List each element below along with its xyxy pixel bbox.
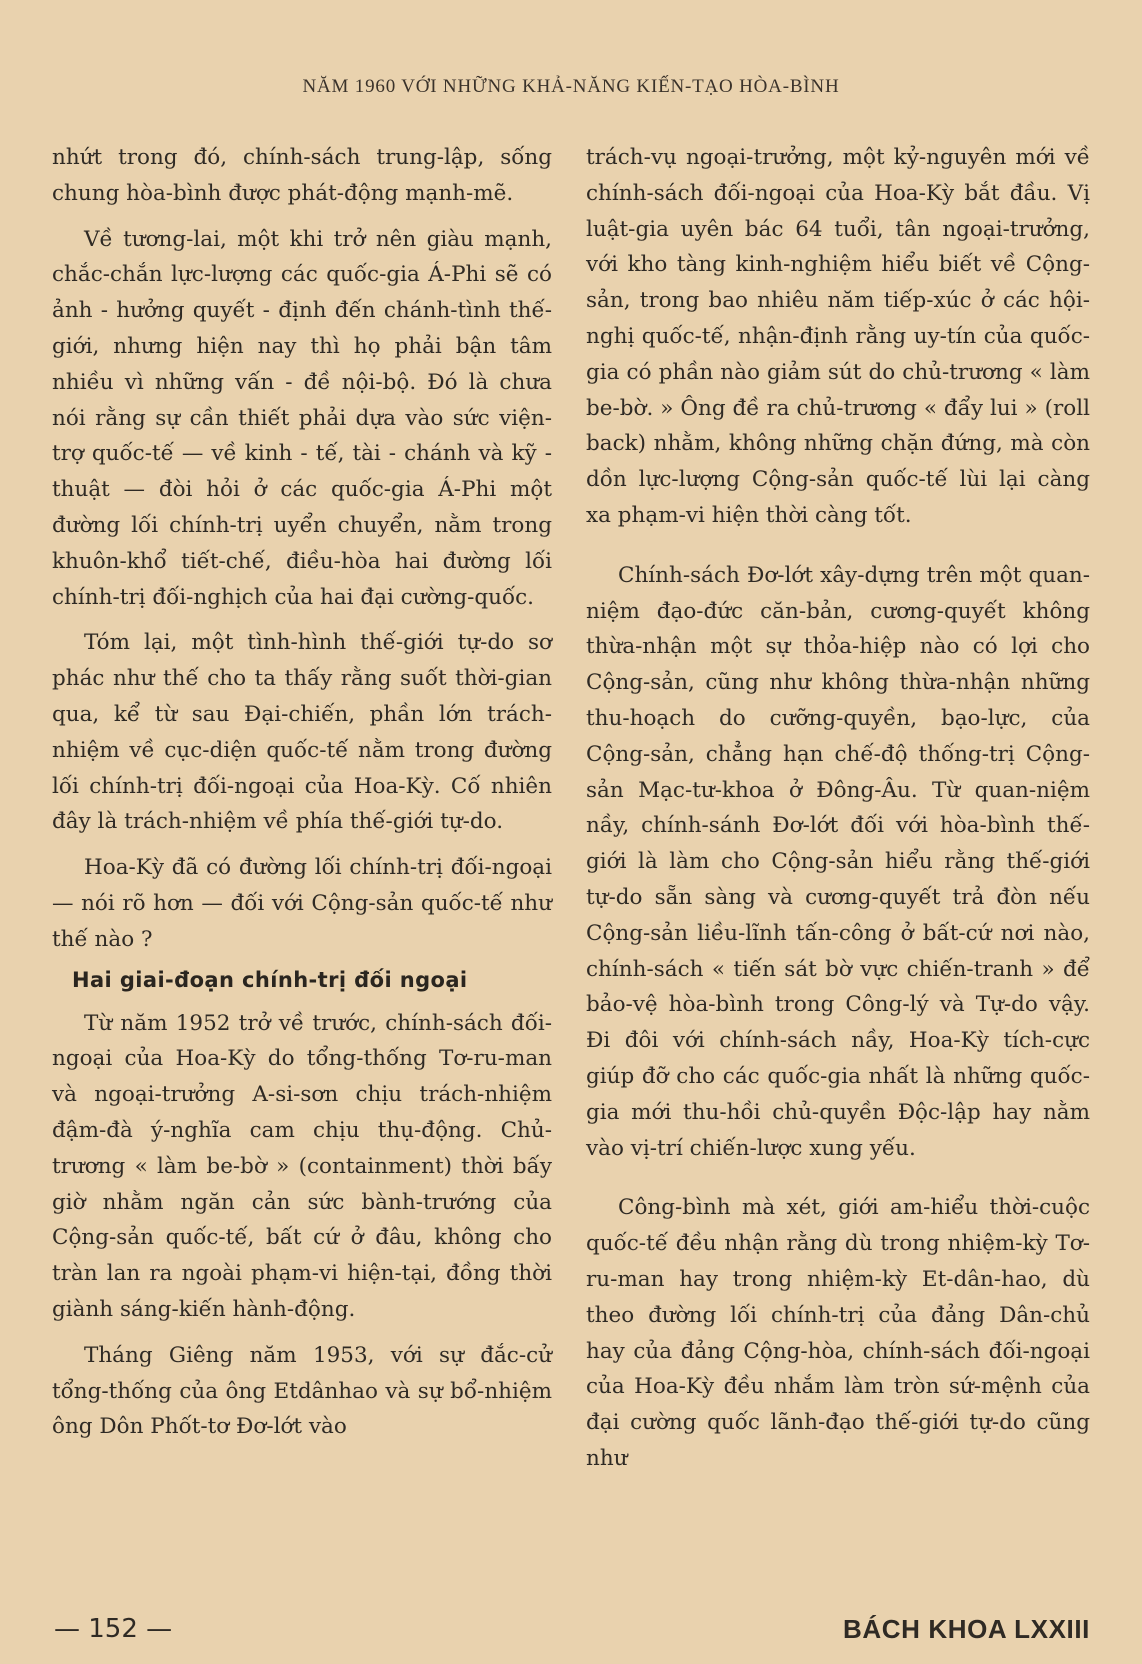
paragraph: Về tương-lai, một khi trở nên giàu mạnh, chắc-chắn lực-lượng các quốc-gia Á-Phi sẽ có ảnh - hưởng quyết - định đến chánh-tình thế-giới, nhưng hiện nay thì họ phải bận tâm nhiều vì những vấn - đề nội-bộ. Đó là chưa nói rằng sự cần thiết phải dựa vào sức viện-trợ quốc-tế — về kinh - tế, tài - chánh và kỹ - thuật — đòi hỏi ở các quốc-gia Á-Phi một đường lối chính-trị uyển chuyển, nằm trong khuôn-khổ tiết-chế, điều-hòa hai đường lối chính-trị đối-nghịch của hai đại cường-quốc. — [52, 226, 552, 610]
page-number: — 152 — — [54, 1614, 173, 1644]
magazine-title: BÁCH KHOA LXXIII — [843, 1614, 1090, 1644]
left-column — [52, 140, 552, 1445]
running-head: NĂM 1960 VỚI NHỮNG KHẢ-NĂNG KIẾN-TẠO HÒA-BÌNH — [302, 76, 840, 97]
paragraph: nhứt trong đó, chính-sách trung-lập, sống chung hòa-bình được phát-động mạnh-mẽ. — [52, 145, 552, 206]
paragraph: trách-vụ ngoại-trưởng, một kỷ-nguyên mới về chính-sách đối-ngoại của Hoa-Kỳ bắt đầu. Vị luật-gia uyên bác 64 tuổi, tân ngoại-trưởng, với kho tàng kinh-nghiệm hiểu biết về Cộng-sản, trong bao nhiêu năm tiếp-xúc ở các hội-nghị quốc-tế, nhận-định rằng uy-tín của quốc-gia có phần nào giảm sút do chủ-trương « làm be-bờ. » Ông đề ra chủ-trương « đẩy lui » (roll back) nhằm, không những chặn đứng, mà còn dồn lực-lượng Cộng-sản quốc-tế lùi lại càng xa phạm-vi hiện thời càng tốt. — [586, 145, 1090, 528]
paragraph: Công-bình mà xét, giới am-hiểu thời-cuộc quốc-tế đều nhận rằng dù trong nhiệm-kỳ Tơ-ru-man hay trong nhiệm-kỳ Et-dân-hao, dù theo đường lối chính-trị của đảng Dân-chủ hay của đảng Cộng-hòa, chính-sách đối-ngoại của Hoa-Kỳ đều nhắm làm tròn sứ-mệnh của đại cường quốc lãnh-đạo thế-giới tự-do cũng như — [586, 1195, 1090, 1471]
paragraph: Tháng Giêng năm 1953, với sự đắc-cử tổng-thống của ông Etdânhao và sự bổ-nhiệm ông Dôn Phốt-tơ Đơ-lớt vào — [52, 1342, 552, 1440]
right-column — [586, 140, 1090, 1477]
paragraph: Chính-sách Đơ-lớt xây-dựng trên một quan-niệm đạo-đức căn-bản, cương-quyết không thừa-nhận một sự thỏa-hiệp nào có lợi cho Cộng-sản, cũng như không thừa-nhận những thu-hoạch do cưỡng-quyền, bạo-lực, của Cộng-sản, chẳng hạn chế-độ thống-trị Cộng-sản Mạc-tư-khoa ở Đông-Âu. Từ quan-niệm nầy, chính-sánh Đơ-lớt đối với hòa-bình thế-giới là làm cho Cộng-sản hiểu rằng thế-giới tự-do sẵn sàng và cương-quyết trả đòn nếu Cộng-sản liều-lĩnh tấn-công ở bất-cứ nơi nào, chính-sách « tiến sát bờ vực chiến-tranh » để bảo-vệ hòa-bình trong Công-lý và Tự-do vậy. Đi đôi với chính-sách nầy, Hoa-Kỳ tích-cực giúp đỡ cho các quốc-gia nhất là những quốc-gia mới thu-hồi chủ-quyền Độc-lập hay nằm vào vị-trí chiến-lược xung yếu. — [586, 562, 1090, 1161]
paragraph: Hoa-Kỳ đã có đường lối chính-trị đối-ngoại — nói rõ hơn — đối với Cộng-sản quốc-tế như thế nào ? — [52, 855, 552, 952]
section-heading: Hai giai-đoạn chính-trị đối ngoại — [72, 967, 468, 992]
paragraph: Tóm lại, một tình-hình thế-giới tự-do sơ phác như thế cho ta thấy rằng suốt thời-gian qua, kể từ sau Đại-chiến, phần lớn trách-nhiệm về cục-diện quốc-tế nằm trong đường lối chính-trị đối-ngoại của Hoa-Kỳ. Cố nhiên đây là trách-nhiệm về phía thế-giới tự-do. — [52, 630, 552, 835]
paragraph: Từ năm 1952 trở về trước, chính-sách đối-ngoại của Hoa-Kỳ do tổng-thống Tơ-ru-man và ngoại-trưởng A-si-sơn chịu trách-nhiệm đậm-đà ý-nghĩa cam chịu thụ-động. Chủ-trương « làm be-bờ » (containment) thời bấy giờ nhằm ngăn cản sức bành-trướng của Cộng-sản quốc-tế, bất cứ ở đâu, không cho tràn lan ra ngoài phạm-vi hiện-tại, đồng thời giành sáng-kiến hành-động. — [52, 1010, 552, 1322]
